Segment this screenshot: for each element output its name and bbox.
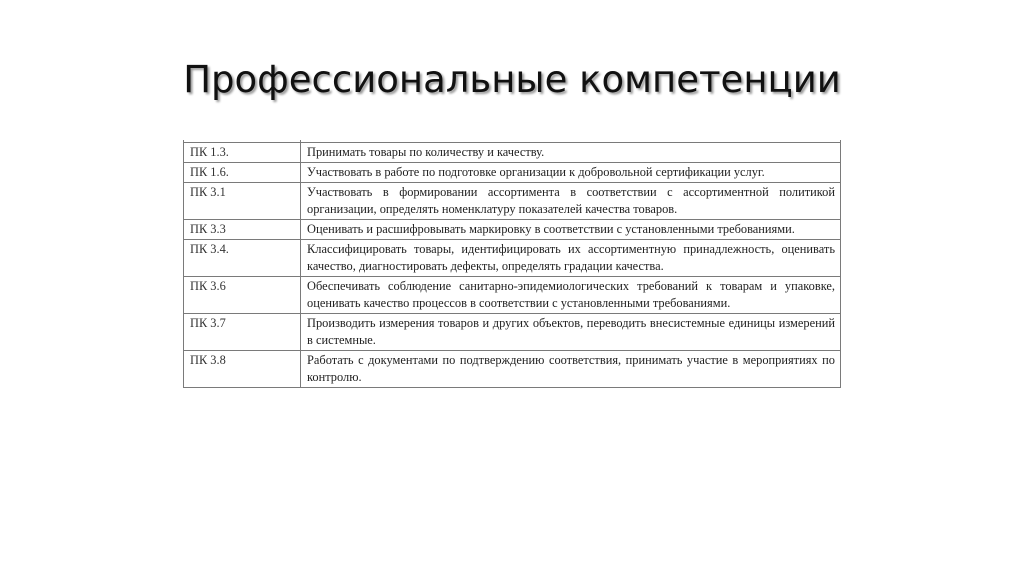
competency-code: ПК 3.4. xyxy=(184,240,301,277)
competencies-table xyxy=(183,140,841,388)
table-row xyxy=(184,240,841,277)
competency-code: ПК 3.7 xyxy=(184,314,301,351)
competencies-table-container xyxy=(183,140,841,388)
table-row xyxy=(184,183,841,220)
table-row xyxy=(184,314,841,351)
competency-description: Принимать товары по количеству и качеству. xyxy=(301,143,841,163)
table-row xyxy=(184,143,841,163)
table-row xyxy=(184,220,841,240)
competency-description: Классифицировать товары, идентифицировать их ассортиментную принадлежность, оценивать качество, диагностировать дефекты, определять градации качества. xyxy=(301,240,841,277)
slide-title: Профессиональные компетенции xyxy=(183,58,841,101)
competency-description: Работать с документами по подтверждению соответствия, принимать участие в мероприятиях по контролю. xyxy=(301,351,841,388)
competency-code: ПК 3.3 xyxy=(184,220,301,240)
competency-description: Оценивать и расшифровывать маркировку в соответствии с установленными требованиями. xyxy=(301,220,841,240)
competency-code: ПК 3.8 xyxy=(184,351,301,388)
competency-code: ПК 1.6. xyxy=(184,163,301,183)
competency-description: Обеспечивать соблюдение санитарно-эпидемиологических требований к товарам и упаковке, оценивать качество процессов в соответствии с установленными требованиями. xyxy=(301,277,841,314)
table-row xyxy=(184,277,841,314)
competency-description: Участвовать в работе по подготовке организации к добровольной сертификации услуг. xyxy=(301,163,841,183)
table-row xyxy=(184,351,841,388)
competency-code: ПК 3.6 xyxy=(184,277,301,314)
competency-code: ПК 1.3. xyxy=(184,143,301,163)
competency-code: ПК 3.1 xyxy=(184,183,301,220)
competency-description: Производить измерения товаров и других объектов, переводить внесистемные единицы измерений в системные. xyxy=(301,314,841,351)
table-row xyxy=(184,163,841,183)
competency-description: Участвовать в формировании ассортимента в соответствии с ассортиментной политикой организации, определять номенклатуру показателей качества товаров. xyxy=(301,183,841,220)
